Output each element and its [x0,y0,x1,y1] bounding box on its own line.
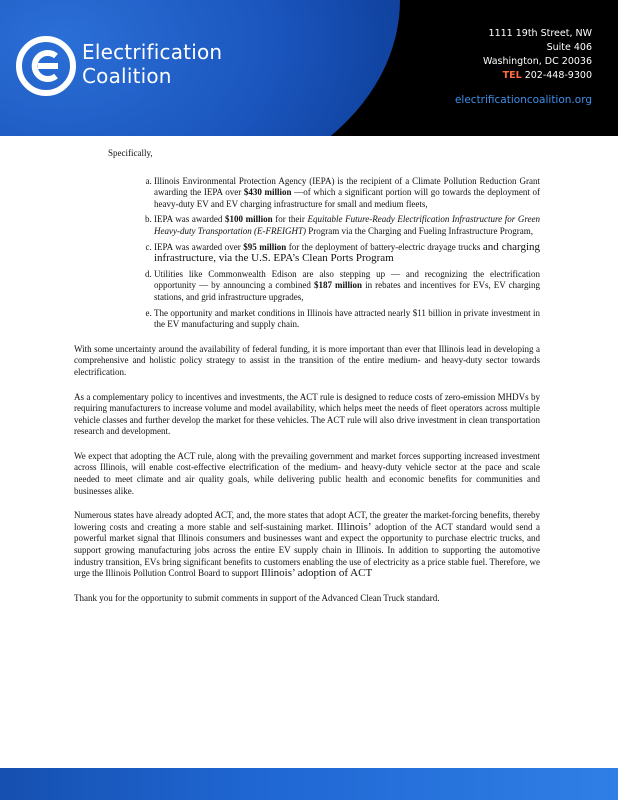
address-block [483,27,592,83]
item-text: Utilities like Commonwealth Edison are also stepping up — and recognizing the electrification opportunity — by announcing a combined [154,268,540,291]
item-amount: $100 million [225,214,273,225]
list-item [154,308,540,331]
website-link[interactable]: electrificationcoalition.org [454,94,592,106]
item-amount: $187 million [313,280,363,291]
list-item [154,214,540,237]
paragraph-text-large: Illinois’ adoption of ACT [260,567,373,580]
item-text: IEPA was awarded [154,214,225,225]
item-text: The opportunity and market conditions in Illinois have attracted nearly $11 billion in private investment in the EV manufacturing and supply chain. [154,307,540,330]
tel-number: 202-448-9300 [524,70,592,81]
paragraph-text: adoption of the ACT standard would send a powerful market signal that Illinois consumers and businesses want and expect the opportunity to purchase electric trucks, and support growing manufacturing jobs across the entire EV supply chain in Illinois. In addition to supporting the automotive industry transition, EVs bring significant benefits to customers enabling the use of electricity as a price stable fuel. Therefore, we urge the Illinois Pollution Control Board to support [74,521,540,579]
letterhead [0,0,618,136]
program-name: Equitable Future-Ready Electrification Infrastructure for Green Heavy-duty Transportation (E-FREIGHT) [154,214,540,236]
item-text: in rebates and incentives for EVs, EV charging stations, and grid infrastructure upgrades, [154,280,541,302]
list-item [154,176,540,211]
item-text-large: and charging infrastructure, via the U.S. EPA’s Clean Ports Program [154,240,540,265]
item-text: for the deployment of battery-electric drayage trucks [286,241,483,252]
item-amount: $95 million [243,241,287,252]
item-text: IEPA was awarded over [154,241,244,252]
paragraph-adoption [74,510,540,580]
list-item [154,242,540,265]
funding-list [74,176,540,331]
telephone [483,69,592,83]
item-amount: $430 million [243,187,292,198]
paragraph-complementary: As a complementary policy to incentives and investments, the ACT rule is designed to reduce costs of zero-emission MHDVs by requiring manufacturers to increase volume and model availability, which helps meet the needs of fleet operators across multiple vehicle classes and further develop the market for these vehicles. The ACT rule will also drive investment in clean transportation research and development. [74,391,540,437]
brand-name [82,40,222,88]
brand-line-1: Electrification [82,40,223,64]
address-suite: Suite 406 [546,42,592,53]
item-text: —of which a significant portion will go towards the deployment of heavy-duty EV and EV charging infrastructure for small and medium fleets, [154,187,540,209]
paragraph-uncertainty: With some uncertainty around the availability of federal funding, it is more important than ever that Illinois lead in developing a comprehensive and holistic policy strategy to assist in the transition of the entire medium- and heavy-duty sector towards electrification. [74,343,540,377]
list-item [154,269,540,304]
brand-line-2: Coalition [82,64,172,88]
electrification-coalition-logo-icon [16,36,76,96]
letter-body [74,148,540,604]
footer-band [0,768,618,800]
item-text: Illinois Environmental Protection Agency (IEPA) is the recipient of a Climate Pollution Reduction Grant awarding the IEPA over [154,175,540,198]
paragraph-text-large: Illinois’ [336,520,372,533]
item-text: for their [272,214,308,225]
paragraph-expectation: We expect that adopting the ACT rule, along with the prevailing government and market forces supporting increased investment across Illinois, will enable cost-effective electrification of the medium- and heavy-duty vehicle sector at the pace and scale needed to meet climate and air quality goals, while delivering public health and economic benefits for communities and businesses alike. [74,450,540,496]
address-city: Washington, DC 20036 [482,56,592,67]
paragraph-text: Numerous states have already adopted ACT, and, the more states that adopt ACT, the greater the market-forcing benefits, thereby lowering costs and creating a more stable and self-sustaining market. [74,510,540,532]
address-street: 1111 19th Street, NW [488,28,592,39]
item-text: Program via the Charging and Fueling Infrastructure Program, [305,225,534,236]
tel-label: TEL [502,70,522,81]
greeting: Specifically, [108,148,153,158]
closing-paragraph: Thank you for the opportunity to submit comments in support of the Advanced Clean Truck standard. [74,592,440,603]
